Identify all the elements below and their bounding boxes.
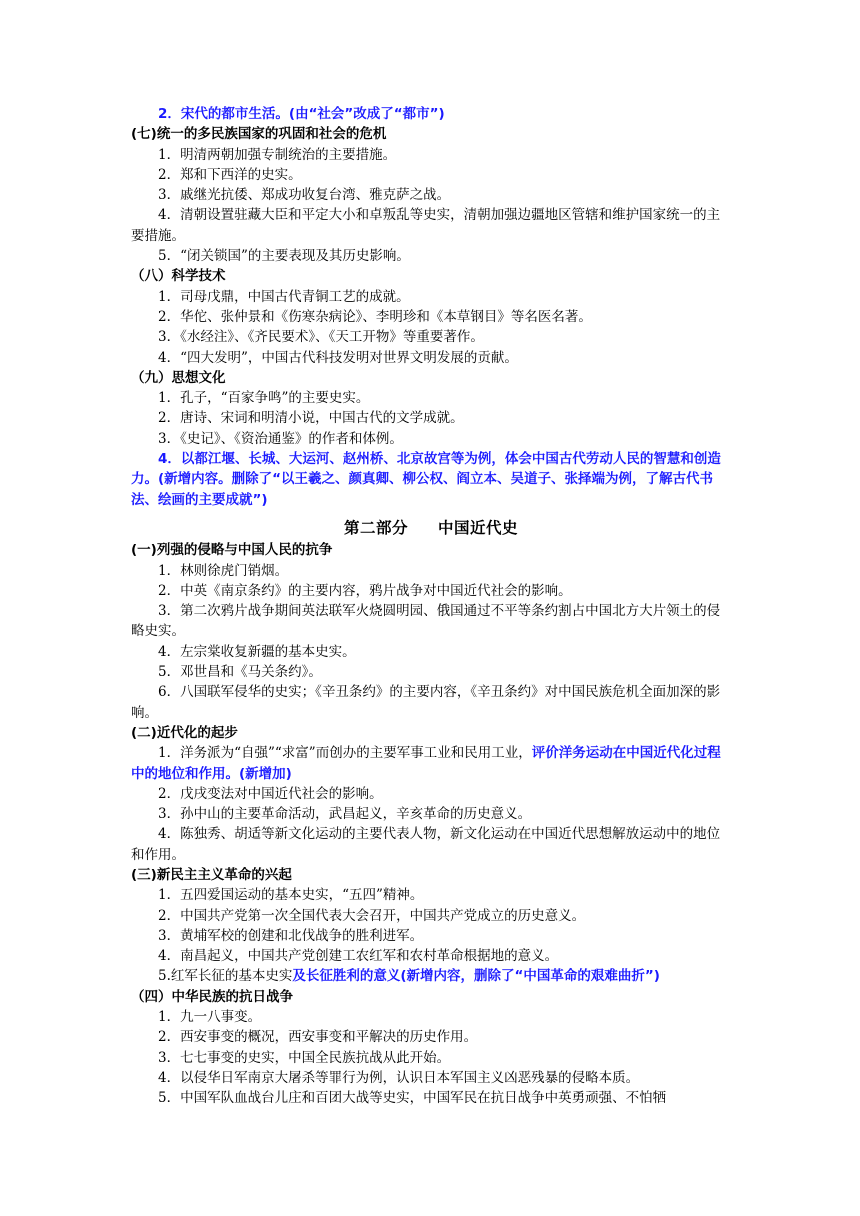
section7-item-3: 3．戚继光抗倭、郑成功收复台湾、雅克萨之战。 xyxy=(158,187,451,204)
p2-section3-item-2: 2．中国共产党第一次全国代表大会召开，中国共产党成立的历史意义。 xyxy=(158,907,586,924)
document-page xyxy=(131,104,731,1109)
p2-section2-item-2: 2．戊戌变法对中国近代社会的影响。 xyxy=(158,785,383,802)
section7-item-2: 2．郑和下西洋的史实。 xyxy=(158,166,302,183)
section8-item-2: 2．华佗、张仲景和《伤寒杂病论》、李明珍和《本草钢目》等名医名著。 xyxy=(158,308,592,325)
section9-item-1: 1．孔子，“百家争鸣”的主要史实。 xyxy=(158,390,370,407)
p2-section1-item-1: 1．林则徐虎门销烟。 xyxy=(158,562,289,579)
p2-section4-item-4: 4．以侵华日军南京大屠杀等罪行为例，认识日本军国主义凶恶残暴的侵略本质。 xyxy=(158,1069,640,1086)
p2-section2-item-4: 4．陈独秀、胡适等新文化运动的主要代表人物，新文化运动在中国近代思想解放运动中的地位和作用。 xyxy=(131,826,721,863)
section9-item-3: 3．《史记》、《资治通鉴》的作者和体例。 xyxy=(158,430,403,447)
p2-section3-item-5 xyxy=(131,966,731,986)
section7-item-5: 5．“闭关锁国”的主要表现及其历史影响。 xyxy=(158,248,410,265)
section8-heading: （八）科学技术 xyxy=(131,268,226,285)
p2-section4-item-3: 3．七七事变的史实，中国全民族抗战从此开始。 xyxy=(158,1049,451,1066)
p2-section2-item-3: 3．孙中山的主要革命活动，武昌起义，辛亥革命的历史意义。 xyxy=(158,806,532,823)
section7-item-1: 1．明清两朝加强专制统治的主要措施。 xyxy=(158,146,397,163)
section7-item-4: 4．清朝设置驻藏大臣和平定大小和卓叛乱等史实，清朝加强边疆地区管辖和维护国家统一的主要措施。 xyxy=(131,207,721,244)
p2-section4-item-2: 2．西安事变的概况，西安事变和平解决的历史作用。 xyxy=(158,1029,478,1046)
p2-section2-item-1-text: 1．洋务派为“自强”“求富”而创办的主要军事工业和民用工业， xyxy=(158,745,532,762)
p2-section2-item-1-added: 评价洋务运动在中国近代化过程中的地位和作用。(新增加) xyxy=(131,745,721,782)
p2-section1-item-6: 6．八国联军侵华的史实；《辛丑条约》的主要内容，《辛丑条约》对中国民族危机全面加深的影响。 xyxy=(131,684,721,721)
part-title-name: 中国近代史 xyxy=(438,518,519,537)
section9-heading: （九）思想文化 xyxy=(131,369,226,386)
p2-section1-item-2: 2．中英《南京条约》的主要内容，鸦片战争对中国近代社会的影响。 xyxy=(158,582,572,599)
p2-section1-heading: (一)列强的侵略与中国人民的抗争 xyxy=(131,542,333,559)
p2-section3-item-3: 3．黄埔军校的创建和北伐战争的胜利进军。 xyxy=(158,927,424,944)
p2-section3-item-5-added: 及长征胜利的意义(新增内容，删除了“中国革命的艰难曲折”) xyxy=(292,968,660,985)
p2-section4-heading: （四）中华民族的抗日战争 xyxy=(131,988,293,1005)
p2-section3-item-1: 1．五四爱国运动的基本史实，“五四”精神。 xyxy=(158,887,424,904)
p2-section3-heading: (三)新民主主义革命的兴起 xyxy=(131,866,292,883)
p2-section3-item-4: 4．南昌起义，中国共产党创建工农红军和农村革命根据地的意义。 xyxy=(158,948,559,965)
section9-item-2: 2．唐诗、宋词和明清小说，中国古代的文学成就。 xyxy=(158,410,464,427)
section7-heading: (七)统一的多民族国家的巩固和社会的危机 xyxy=(131,126,387,143)
p2-section1-item-5: 5．邓世昌和《马关条约》。 xyxy=(158,664,322,681)
p2-section2-item-1 xyxy=(131,743,731,784)
section6-item-2: 2．宋代的都市生活。(由“社会”改成了“都市”) xyxy=(158,106,445,122)
p2-section4-item-1: 1．九一八事变。 xyxy=(158,1009,262,1026)
p2-section1-item-3: 3．第二次鸦片战争期间英法联军火烧圆明园、俄国通过不平等条约割占中国北方大片领土的侵略史实。 xyxy=(131,603,721,640)
section8-item-3: 3．《水经注》、《齐民要术》、《天工开物》等重要著作。 xyxy=(158,329,484,346)
p2-section4-item-5: 5．中国军队血战台儿庄和百团大战等史实，中国军民在抗日战争中英勇顽强、不怕牺 xyxy=(158,1090,667,1107)
section8-item-1: 1．司母戊鼎，中国古代青铜工艺的成就。 xyxy=(158,288,410,305)
p2-section1-item-4: 4．左宗棠收复新疆的基本史实。 xyxy=(158,643,356,660)
part-title-number: 第二部分 xyxy=(343,518,408,537)
section9-item-4: 4．以都江堰、长城、大运河、赵州桥、北京故宫等为例，体会中国古代劳动人民的智慧和创造力。(新增内容。删除了“以王羲之、颜真卿、柳公权、阎立本、吴道子、张择端为例，了解古代书法、绘画的主要成就”) xyxy=(131,451,721,508)
p2-section2-heading: (二)近代化的起步 xyxy=(131,724,238,741)
p2-section3-item-5-text: 5.红军长征的基本史实 xyxy=(158,968,293,985)
part-title xyxy=(131,518,731,538)
section8-item-4: 4．“四大发明”，中国古代科技发明对世界文明发展的贡献。 xyxy=(158,349,518,366)
